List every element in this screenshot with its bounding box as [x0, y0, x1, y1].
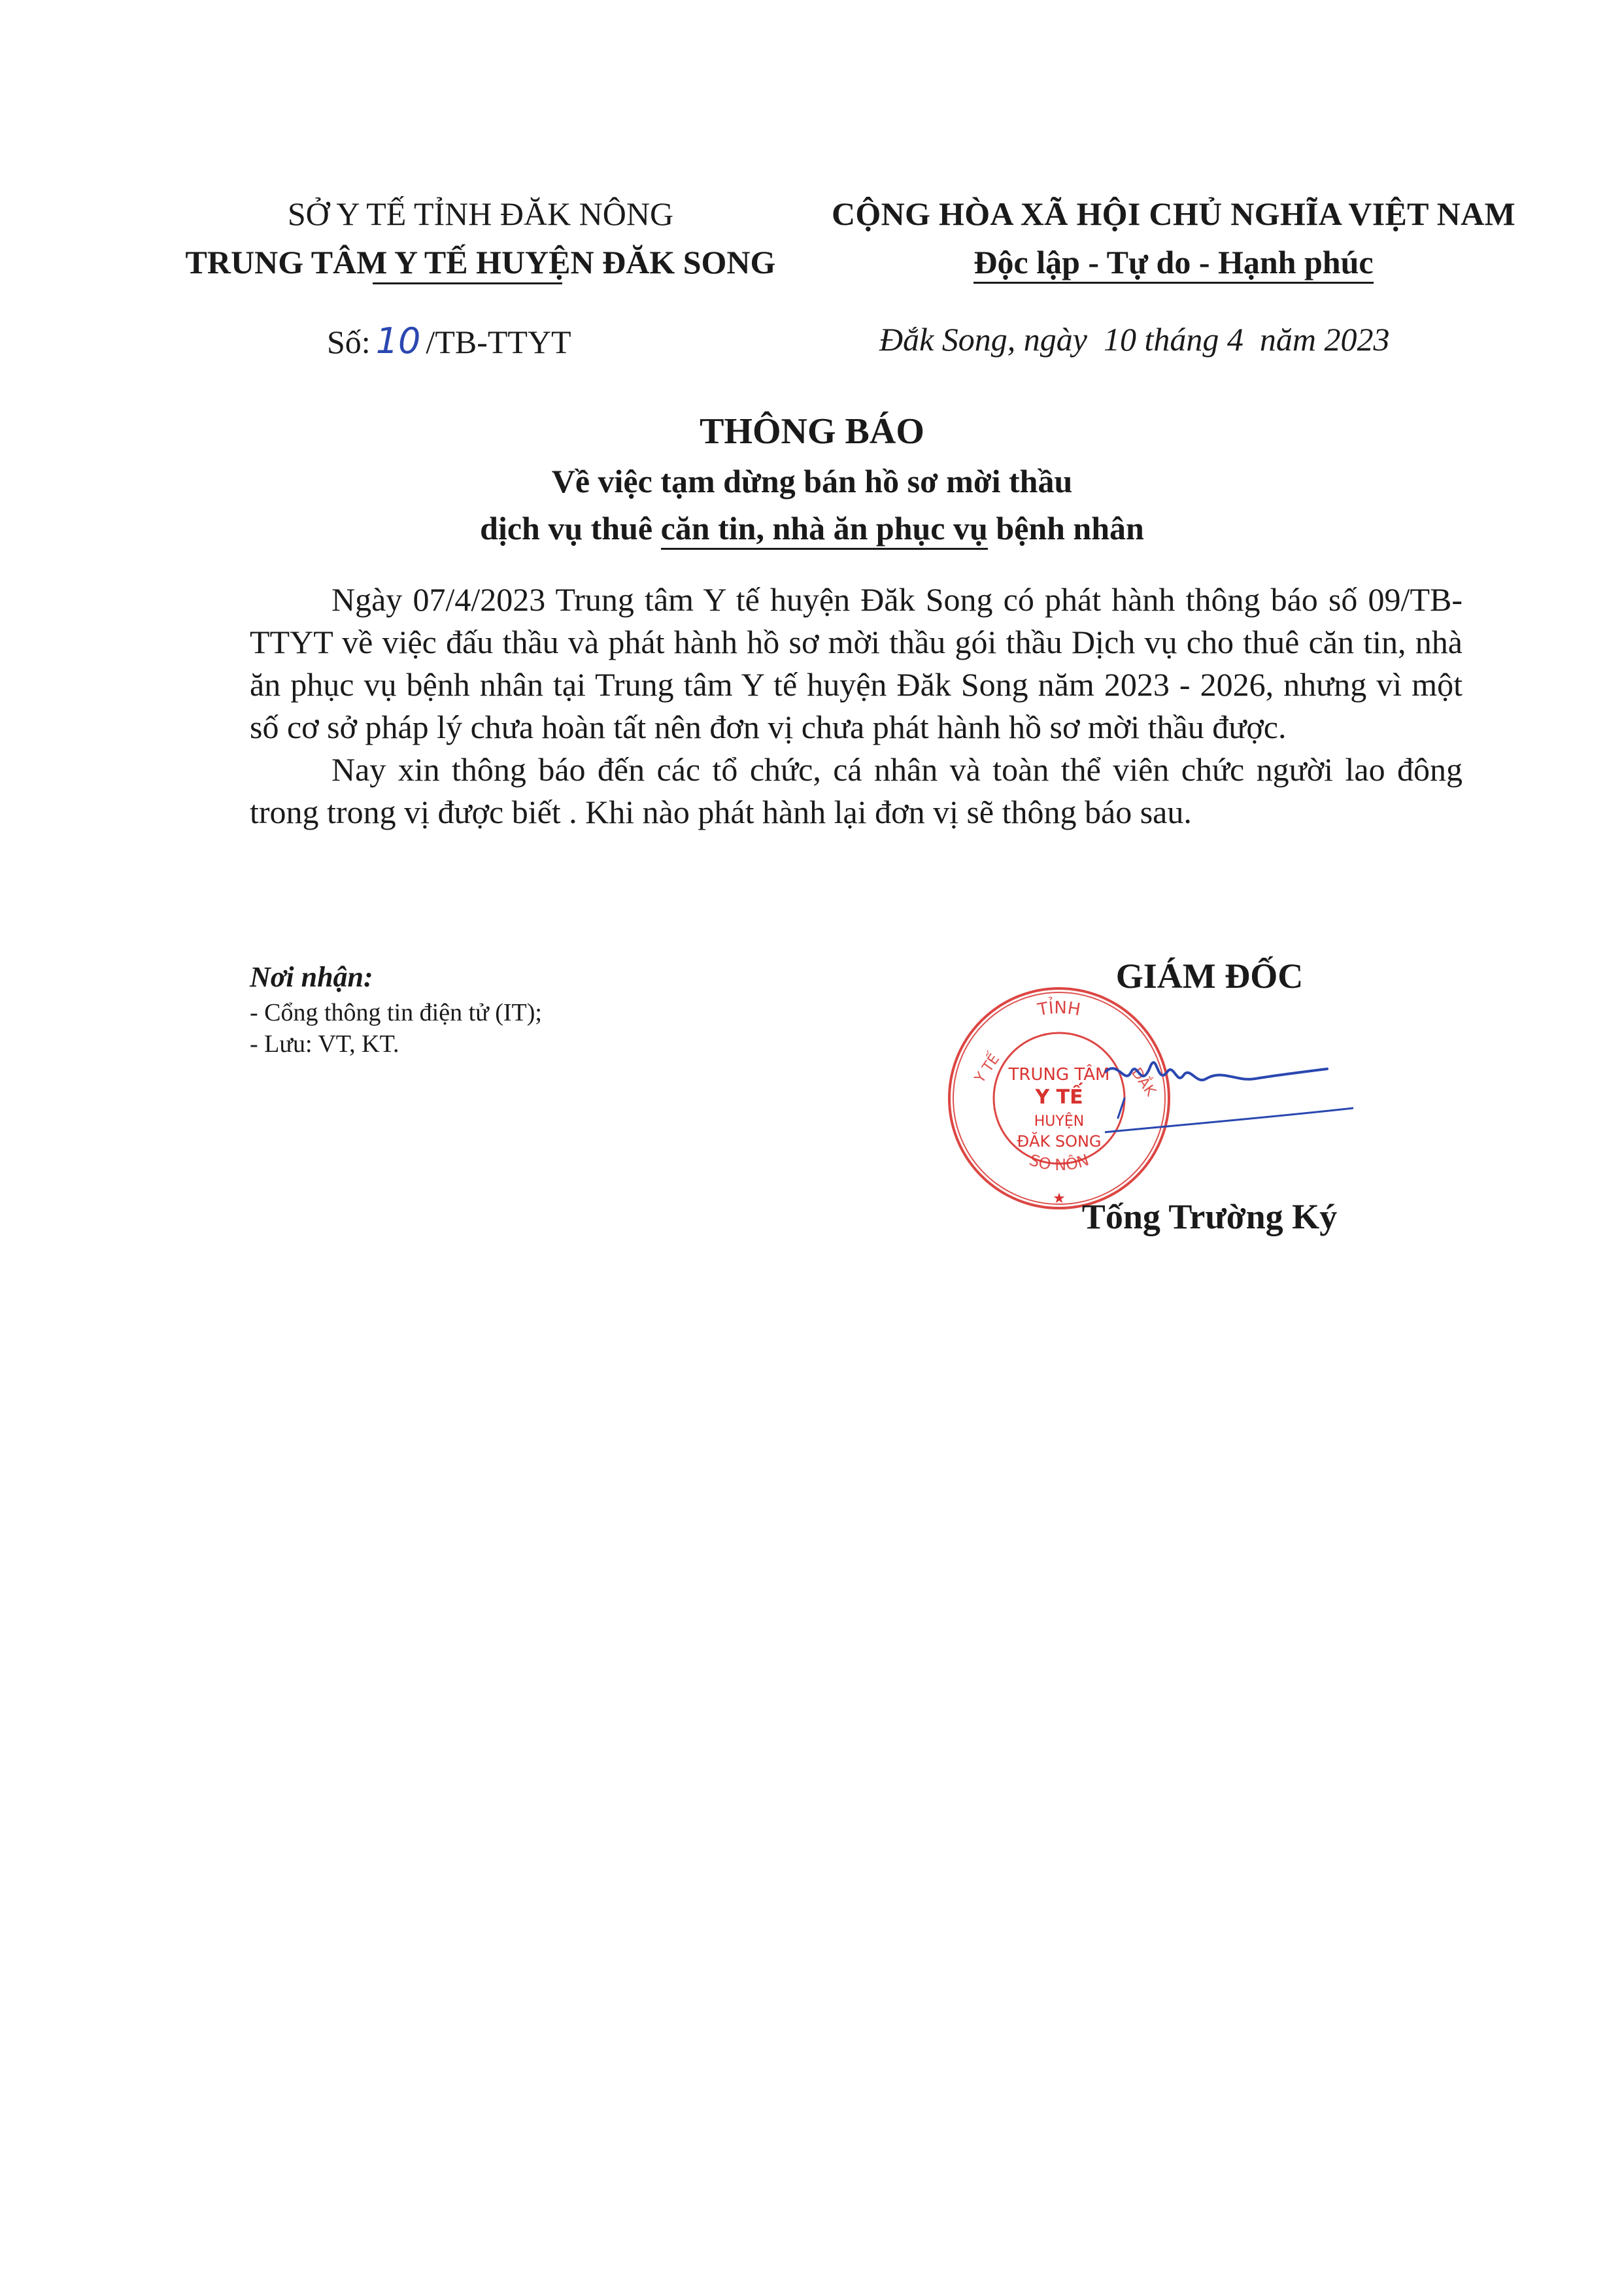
- date-place-line: Đắk Song, ngày 10 tháng 4 năm 2023: [879, 321, 1390, 358]
- handwritten-signature: [1105, 1046, 1353, 1177]
- document-number-prefix: Số:: [327, 324, 371, 360]
- issuing-agency: TRUNG TÂM Y TẾ HUYỆN ĐĂK SONG: [185, 244, 776, 280]
- recipients-heading: Nơi nhận:: [250, 961, 373, 993]
- seal-inner-line1: TRUNG TÂM: [1008, 1065, 1110, 1085]
- seal-outer-bottom: SO NÔN: [1026, 1151, 1092, 1175]
- national-name: CỘNG HÒA XÃ HỘI CHỦ NGHĨA VIỆT NAM: [832, 195, 1515, 232]
- recipient-item: - Cổng thông tin điện tử (IT);: [250, 999, 542, 1026]
- svg-text:★: ★: [1053, 1190, 1066, 1207]
- handwritten-number: 10: [375, 320, 421, 362]
- body-paragraph-1: Ngày 07/4/2023 Trung tâm Y tế huyện Đăk Song có phát hành thông báo số 09/TB-TTYT về việc đấu thầu và phát hành hồ sơ mời thầu gói thầu Dịch vụ cho thuê căn tin, nhà ăn phục vụ bệnh nhân tại Trung tâm Y tế huyện Đăk Song năm 2023 - 2026, nhưng vì một số cơ sở pháp lý chưa hoàn tất nên đơn vị chưa phát hành hồ sơ mời thầu được.: [250, 581, 1463, 745]
- signer-title: GIÁM ĐỐC: [1115, 956, 1304, 996]
- document-number: [327, 320, 571, 362]
- national-motto: [785, 238, 1563, 286]
- seal-outer-left: Y TẾ: [972, 1051, 1004, 1087]
- subject-part-a: dịch vụ thuê: [480, 510, 661, 547]
- svg-text:SO NÔN: [1027, 1151, 1091, 1174]
- national-motto-text: Độc lập - Tự do - Hạnh phúc: [973, 244, 1373, 284]
- seal-inner-line3: HUYỆN: [1034, 1113, 1085, 1130]
- notice-body: [250, 579, 1463, 834]
- subject-part-c: bệnh nhân: [987, 510, 1144, 547]
- national-header: [785, 190, 1563, 286]
- seal-inner-line4: ĐĂK SONG: [1017, 1132, 1102, 1151]
- issuing-agency-header: [131, 190, 830, 286]
- document-title-block: [0, 405, 1624, 552]
- parent-agency: SỞ Y TẾ TỈNH ĐĂK NÔNG: [287, 195, 674, 232]
- subject-part-underlined: căn tin, nhà ăn phục vụ: [661, 510, 988, 550]
- document-subject-line2: [0, 505, 1624, 552]
- document-subject-line1: Về việc tạm dừng bán hồ sơ mời thầu: [551, 463, 1073, 499]
- recipient-item: - Lưu: VT, KT.: [250, 1030, 399, 1058]
- recipients-block: [250, 958, 838, 1060]
- seal-outer-top: TỈNH: [1036, 998, 1082, 1020]
- seal-inner-line2: Y TẾ: [1035, 1086, 1083, 1109]
- signer-name: Tống Trường Ký: [1081, 1197, 1338, 1236]
- svg-text:TỈNH: [1036, 996, 1082, 1020]
- issuing-agency-rule: [373, 282, 562, 284]
- document-number-suffix: /TB-TTYT: [426, 324, 571, 360]
- document-title: THÔNG BÁO: [700, 411, 924, 452]
- seal-outer-right: ĐẮK: [1128, 1065, 1159, 1100]
- body-paragraph-2: Nay xin thông báo đến các tổ chức, cá nhân và toàn thể viên chức người lao đông trong trong vị được biết . Khi nào phát hành lại đơn vị sẽ thông báo sau.: [250, 751, 1463, 830]
